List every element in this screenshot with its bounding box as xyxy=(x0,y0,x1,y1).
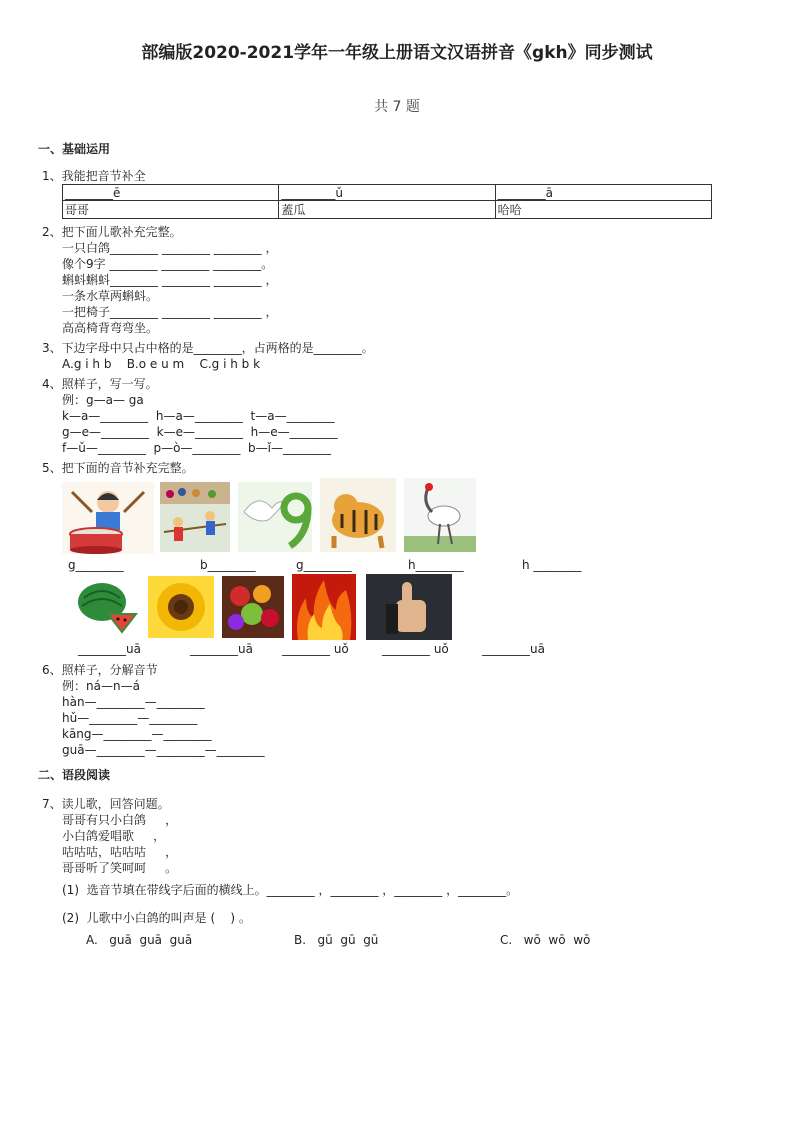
q3-options: A.g i h b B.o e u m C.g i h b k xyxy=(62,357,261,371)
q6-line[interactable]: hǔ—________—________ xyxy=(62,711,198,725)
q4-line[interactable]: k—a—________ h—a—________ t—a—________ xyxy=(62,409,335,423)
q5-caption[interactable]: ________ uǒ xyxy=(382,642,449,656)
q7-poem-line: 哥哥有只小白鸽 ， xyxy=(62,813,178,827)
thumbs-up-picture xyxy=(366,574,452,640)
q1-syllable-table xyxy=(62,184,712,219)
q2-line[interactable]: 像个9字 ________ ________ ________。 xyxy=(62,257,274,271)
q5-caption[interactable]: ________uā xyxy=(190,642,253,656)
q5-caption[interactable]: h________ xyxy=(408,558,464,572)
q1-word-haha: 哈哈 xyxy=(495,201,711,219)
section-reading-title: 二、语段阅读 xyxy=(38,768,111,782)
q5-caption[interactable]: b________ xyxy=(200,558,256,572)
q5-caption[interactable]: g________ xyxy=(68,558,124,572)
tiger-picture xyxy=(320,478,396,552)
q7-poem-line: 小白鸽爱唱歌 ， xyxy=(62,829,166,843)
q7-option-c[interactable]: C. wō wō wō xyxy=(500,933,591,947)
q5-caption[interactable]: g________ xyxy=(296,558,352,572)
page-title: 部编版2020-2021学年一年级上册语文汉语拼音《gkh》同步测试 xyxy=(141,43,653,63)
q1-cell-e[interactable]: ________ē xyxy=(63,185,279,201)
q3-stem[interactable]: 3、下边字母中只占中格的是________，占两格的是________。 xyxy=(42,341,374,355)
q1-cell-a[interactable]: ________ā xyxy=(495,185,711,201)
q6-line[interactable]: guā—________—________—________ xyxy=(62,743,265,757)
q4-stem: 4、照样子，写一写。 xyxy=(42,377,158,391)
q2-line[interactable]: 蝌蚪蝌蚪________ ________ ________ ， xyxy=(62,273,278,287)
q2-line[interactable]: 一把椅子________ ________ ________ ， xyxy=(62,305,278,319)
drum-girl-picture xyxy=(62,482,154,554)
tug-of-war-picture xyxy=(160,482,230,552)
q7-option-a[interactable]: A. guā guā guā xyxy=(86,933,193,947)
q4-line[interactable]: g—e—________ k—e—________ h—e—________ xyxy=(62,425,338,439)
q2-line: 高高椅背弯弯坐。 xyxy=(62,321,159,335)
q7-sub2: (2) 儿歌中小白鸽的叫声是 ( ) 。 xyxy=(62,911,251,925)
dove-and-nine-picture xyxy=(238,482,312,552)
q5-caption[interactable]: h ________ xyxy=(522,558,582,572)
q4-example: 例：g—a— ga xyxy=(62,393,144,407)
q5-caption[interactable]: ________ uǒ xyxy=(282,642,349,656)
q7-option-b[interactable]: B. gū gū gū xyxy=(294,933,379,947)
watermelon-picture xyxy=(72,578,138,634)
q1-word-gua: 蓋瓜 xyxy=(279,201,495,219)
q6-line[interactable]: hàn—________—________ xyxy=(62,695,205,709)
q1-word-gege: 哥哥 xyxy=(63,201,279,219)
q4-line[interactable]: f—ǔ—________ p—ò—________ b—ǐ—________ xyxy=(62,441,331,455)
q1-cell-u[interactable]: _________ǔ xyxy=(279,185,495,201)
q7-stem: 7、读儿歌，回答问题。 xyxy=(42,797,170,811)
q1-stem: 1、我能把音节补全 xyxy=(42,169,146,183)
question-count: 共 7 题 xyxy=(374,99,420,115)
q7-poem-line: 咕咕咕，咕咕咕 ， xyxy=(62,845,178,859)
q2-line: 一条水草两蝌蚪。 xyxy=(62,289,159,303)
section-basic-title: 一、基础运用 xyxy=(38,142,111,156)
fire-picture xyxy=(292,574,356,640)
crane-picture xyxy=(404,478,476,552)
q6-example: 例：ná—n—á xyxy=(62,679,140,693)
q7-sub1[interactable]: (1) 选音节填在带线字后面的横线上。________ ，________ ，________ ，________。 xyxy=(62,883,519,897)
q6-stem: 6、照样子，分解音节 xyxy=(42,663,158,677)
q5-stem: 5、把下面的音节补充完整。 xyxy=(42,461,194,475)
q5-caption[interactable]: ________uā xyxy=(482,642,545,656)
q2-stem: 2、把下面儿歌补充完整。 xyxy=(42,225,182,239)
fruit-picture xyxy=(222,576,284,638)
q7-poem-line: 哥哥听了笑呵呵 。 xyxy=(62,861,178,875)
q5-caption[interactable]: ________uā xyxy=(78,642,141,656)
sunflower-picture xyxy=(148,576,214,638)
q2-line[interactable]: 一只白鸽________ ________ ________ ， xyxy=(62,241,278,255)
q6-line[interactable]: kāng—________—________ xyxy=(62,727,212,741)
